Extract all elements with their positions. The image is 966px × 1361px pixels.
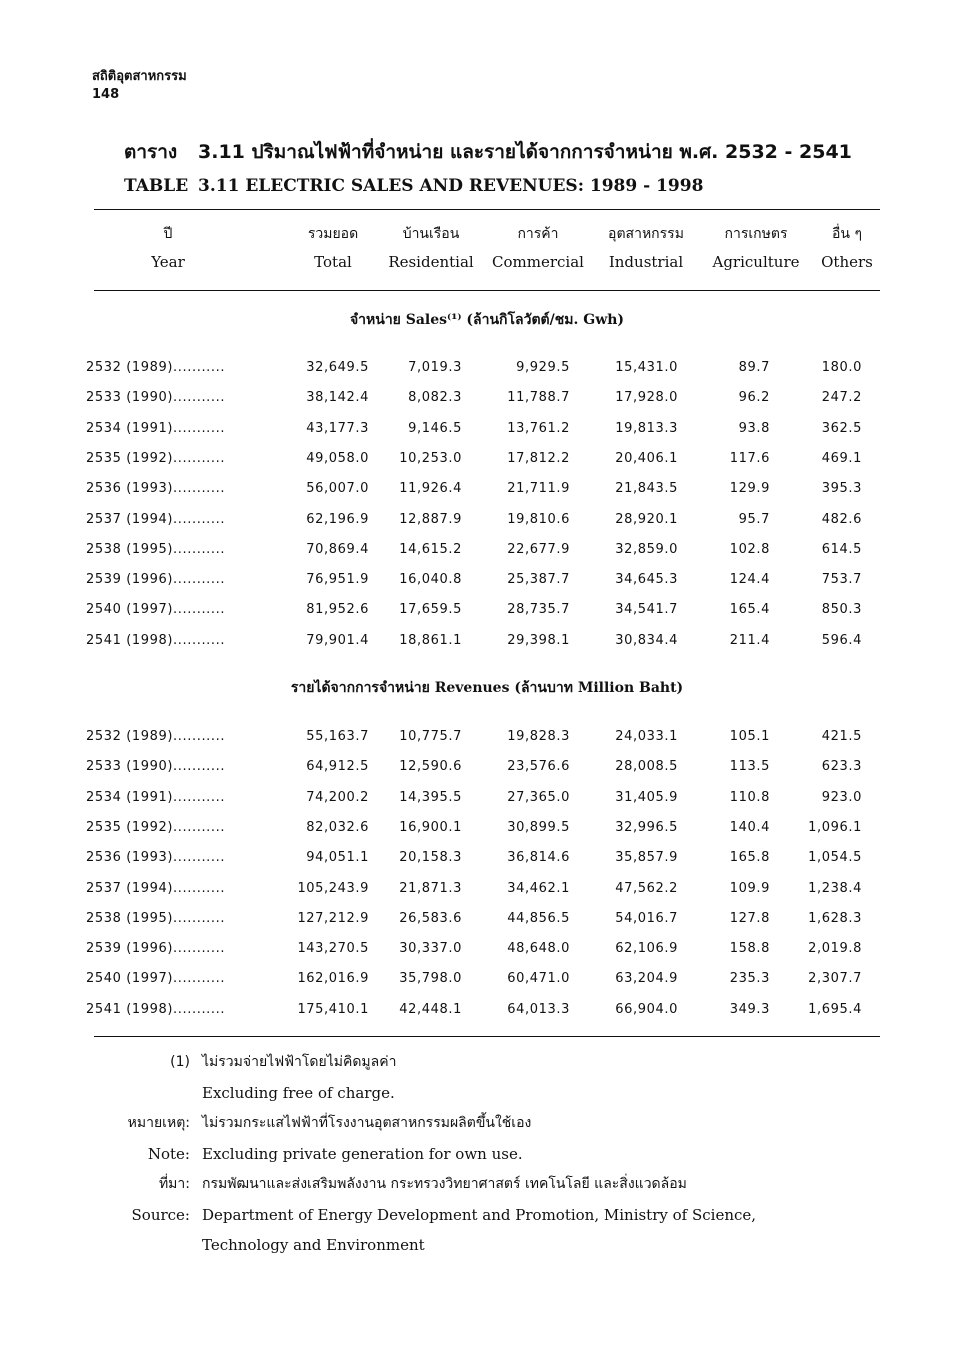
- cell-total: 32,649.5: [306, 360, 369, 375]
- cell-residential: 16,900.1: [399, 819, 462, 835]
- cell-others: 247.2: [821, 390, 862, 406]
- cell-total: 94,051.1: [306, 850, 369, 866]
- footnote-line: [0, 1140, 966, 1168]
- cell-residential: 11,926.4: [399, 481, 462, 497]
- cell-others: 1,096.1: [808, 819, 862, 835]
- cell-residential: 7,019.3: [408, 360, 462, 375]
- column-header-thai: การค้า: [517, 226, 559, 242]
- cell-residential: 18,861.1: [399, 632, 462, 648]
- table-row: [0, 908, 966, 930]
- column-header-thai: ปี: [163, 226, 173, 242]
- row-year: 2535 (1992)...........: [86, 450, 226, 466]
- cell-agriculture: 165.4: [729, 602, 770, 618]
- cell-agriculture: 129.9: [729, 481, 770, 497]
- cell-total: 70,869.4: [306, 541, 369, 557]
- title-english-text: 3.11 ELECTRIC SALES AND REVENUES: 1989 - 1998: [198, 176, 704, 196]
- column-header-english: Total: [314, 253, 352, 271]
- cell-others: 2,019.8: [808, 941, 862, 957]
- column-header-thai: อุตสาหกรรม: [608, 226, 684, 242]
- column-header-thai: อื่น ๆ: [832, 226, 862, 242]
- table-row: [0, 478, 966, 500]
- cell-total: 127,212.9: [297, 910, 369, 926]
- cell-industrial: 62,106.9: [615, 941, 678, 957]
- cell-commercial: 19,810.6: [507, 511, 570, 527]
- footnote-label: หมายเหตุ:: [127, 1115, 190, 1131]
- table-row: [0, 817, 966, 839]
- cell-commercial: 13,761.2: [507, 420, 570, 436]
- cell-agriculture: 102.8: [729, 541, 770, 557]
- cell-industrial: 34,541.7: [615, 602, 678, 618]
- cell-others: 482.6: [821, 511, 862, 527]
- table-title-english: [124, 172, 852, 200]
- table-row: [0, 387, 966, 409]
- cell-commercial: 48,648.0: [507, 941, 570, 957]
- row-year: 2540 (1997)...........: [86, 971, 226, 987]
- footnote-text: Technology and Environment: [202, 1236, 425, 1254]
- row-year: 2534 (1991)...........: [86, 789, 226, 805]
- cell-agriculture: 117.6: [729, 450, 770, 466]
- cell-commercial: 21,711.9: [507, 481, 570, 497]
- cell-commercial: 27,365.0: [507, 789, 570, 805]
- cell-industrial: 54,016.7: [615, 910, 678, 926]
- page-number: 148: [92, 87, 120, 102]
- table-row: [0, 569, 966, 591]
- cell-residential: 12,590.6: [399, 759, 462, 775]
- column-header-commercial: [486, 224, 590, 272]
- column-header-english: Others: [821, 253, 873, 271]
- cell-agriculture: 89.7: [738, 360, 770, 375]
- column-header-residential: [382, 224, 480, 272]
- cell-residential: 20,158.3: [399, 850, 462, 866]
- cell-others: 923.0: [821, 789, 862, 805]
- row-year: 2534 (1991)...........: [86, 420, 226, 436]
- cell-commercial: 34,462.1: [507, 880, 570, 896]
- table-row: [0, 357, 966, 379]
- cell-total: 56,007.0: [306, 481, 369, 497]
- footnote-line: [0, 1201, 966, 1229]
- footnote-label: Note:: [147, 1144, 190, 1163]
- cell-commercial: 25,387.7: [507, 572, 570, 588]
- column-header-year: [118, 224, 218, 272]
- row-year: 2538 (1995)...........: [86, 910, 226, 926]
- cell-total: 43,177.3: [306, 420, 369, 436]
- cell-residential: 14,395.5: [399, 789, 462, 805]
- table-row: [0, 878, 966, 900]
- table-title-thai: [124, 138, 852, 166]
- cell-others: 623.3: [821, 759, 862, 775]
- footnote-label: ที่มา:: [158, 1176, 190, 1192]
- row-year: 2541 (1998)...........: [86, 632, 226, 648]
- row-year: 2540 (1997)...........: [86, 602, 226, 618]
- cell-industrial: 47,562.2: [615, 880, 678, 896]
- column-header-others: [812, 224, 882, 272]
- table-row: [0, 787, 966, 809]
- title-thai-label: ตาราง: [124, 141, 178, 163]
- cell-commercial: 44,856.5: [507, 910, 570, 926]
- column-header-thai: บ้านเรือน: [402, 226, 460, 242]
- cell-total: 105,243.9: [297, 880, 369, 896]
- column-header-english: Agriculture: [712, 253, 800, 271]
- footnote-text: ไม่รวมจ่ายไฟฟ้าโดยไม่คิดมูลค่า: [202, 1054, 397, 1070]
- cell-agriculture: 93.8: [738, 420, 770, 436]
- footnote-label: Source:: [131, 1205, 190, 1224]
- cell-commercial: 17,812.2: [507, 450, 570, 466]
- cell-industrial: 24,033.1: [615, 729, 678, 744]
- cell-residential: 21,871.3: [399, 880, 462, 896]
- cell-total: 62,196.9: [306, 511, 369, 527]
- cell-commercial: 9,929.5: [516, 360, 570, 375]
- cell-commercial: 23,576.6: [507, 759, 570, 775]
- cell-others: 1,628.3: [808, 910, 862, 926]
- cell-residential: 16,040.8: [399, 572, 462, 588]
- table-row: [0, 539, 966, 561]
- table-row: [0, 847, 966, 869]
- table-row: [0, 999, 966, 1021]
- row-year: 2541 (1998)...........: [86, 1001, 226, 1017]
- cell-others: 362.5: [821, 420, 862, 436]
- row-year: 2532 (1989)...........: [86, 729, 226, 744]
- row-year: 2539 (1996)...........: [86, 572, 226, 588]
- footnote-line: [0, 1079, 966, 1107]
- cell-agriculture: 113.5: [729, 759, 770, 775]
- table-row: [0, 509, 966, 531]
- cell-total: 81,952.6: [306, 602, 369, 618]
- footnote-text: ไม่รวมกระแสไฟฟ้าที่โรงงานอุตสาหกรรมผลิตขึ้นใช้เอง: [202, 1115, 532, 1131]
- cell-industrial: 66,904.0: [615, 1001, 678, 1017]
- cell-others: 469.1: [821, 450, 862, 466]
- cell-industrial: 35,857.9: [615, 850, 678, 866]
- row-year: 2537 (1994)...........: [86, 511, 226, 527]
- table-bottom-rule: [94, 1036, 880, 1037]
- cell-industrial: 19,813.3: [615, 420, 678, 436]
- cell-commercial: 22,677.9: [507, 541, 570, 557]
- column-header-english: Residential: [388, 253, 474, 271]
- row-year: 2537 (1994)...........: [86, 880, 226, 896]
- cell-total: 55,163.7: [306, 729, 369, 744]
- column-header-thai: การเกษตร: [724, 226, 788, 242]
- cell-industrial: 30,834.4: [615, 632, 678, 648]
- table-row: [0, 599, 966, 621]
- cell-industrial: 32,859.0: [615, 541, 678, 557]
- table-row: [0, 938, 966, 960]
- cell-total: 74,200.2: [306, 789, 369, 805]
- cell-agriculture: 105.1: [729, 729, 770, 744]
- row-year: 2533 (1990)...........: [86, 759, 226, 775]
- column-header-english: Commercial: [492, 253, 584, 271]
- footnote-line: [0, 1048, 966, 1076]
- cell-others: 850.3: [821, 602, 862, 618]
- sales-section-heading: จำหน่าย Sales⁽¹⁾ (ล้านกิโลวัตต์/ชม. Gwh): [349, 312, 625, 328]
- cell-others: 1,695.4: [808, 1001, 862, 1017]
- cell-total: 64,912.5: [306, 759, 369, 775]
- cell-others: 180.0: [821, 360, 862, 375]
- cell-agriculture: 349.3: [729, 1001, 770, 1017]
- cell-total: 143,270.5: [297, 941, 369, 957]
- cell-total: 79,901.4: [306, 632, 369, 648]
- cell-others: 421.5: [821, 729, 862, 744]
- table-title-block: [124, 138, 852, 200]
- table-row: [0, 630, 966, 652]
- cell-industrial: 21,843.5: [615, 481, 678, 497]
- cell-others: 1,054.5: [808, 850, 862, 866]
- running-header: [92, 68, 187, 104]
- cell-residential: 8,082.3: [408, 390, 462, 406]
- column-header-agriculture: [704, 224, 808, 272]
- cell-commercial: 29,398.1: [507, 632, 570, 648]
- cell-total: 49,058.0: [306, 450, 369, 466]
- cell-agriculture: 165.8: [729, 850, 770, 866]
- cell-industrial: 28,008.5: [615, 759, 678, 775]
- cell-total: 175,410.1: [297, 1001, 369, 1017]
- cell-residential: 10,775.7: [399, 729, 462, 744]
- cell-others: 596.4: [821, 632, 862, 648]
- cell-industrial: 63,204.9: [615, 971, 678, 987]
- cell-agriculture: 124.4: [729, 572, 770, 588]
- table-row: [0, 726, 966, 748]
- cell-agriculture: 96.2: [738, 390, 770, 406]
- cell-commercial: 28,735.7: [507, 602, 570, 618]
- row-year: 2532 (1989)...........: [86, 360, 226, 375]
- cell-total: 76,951.9: [306, 572, 369, 588]
- publication-name: สถิติอุตสาหกรรม: [92, 69, 187, 84]
- cell-residential: 42,448.1: [399, 1001, 462, 1017]
- row-year: 2538 (1995)...........: [86, 541, 226, 557]
- row-year: 2539 (1996)...........: [86, 941, 226, 957]
- table-row: [0, 448, 966, 470]
- cell-residential: 30,337.0: [399, 941, 462, 957]
- table-row: [0, 418, 966, 440]
- cell-others: 395.3: [821, 481, 862, 497]
- cell-agriculture: 95.7: [738, 511, 770, 527]
- footnote-text: กรมพัฒนาและส่งเสริมพลังงาน กระทรวงวิทยาศาสตร์ เทคโนโลยี และสิ่งแวดล้อม: [202, 1176, 687, 1192]
- row-year: 2535 (1992)...........: [86, 819, 226, 835]
- cell-agriculture: 109.9: [729, 880, 770, 896]
- cell-total: 38,142.4: [306, 390, 369, 406]
- cell-others: 1,238.4: [808, 880, 862, 896]
- cell-industrial: 34,645.3: [615, 572, 678, 588]
- cell-industrial: 15,431.0: [615, 360, 678, 375]
- cell-agriculture: 211.4: [729, 632, 770, 648]
- column-header-english: Industrial: [608, 253, 684, 271]
- cell-agriculture: 235.3: [729, 971, 770, 987]
- footnote-line: [0, 1231, 966, 1259]
- cell-commercial: 19,828.3: [507, 729, 570, 744]
- header-bottom-rule: [94, 290, 880, 291]
- table-row: [0, 756, 966, 778]
- cell-industrial: 20,406.1: [615, 450, 678, 466]
- table-row: [0, 968, 966, 990]
- cell-residential: 35,798.0: [399, 971, 462, 987]
- cell-agriculture: 127.8: [729, 910, 770, 926]
- cell-total: 162,016.9: [297, 971, 369, 987]
- title-thai-text: 3.11 ปริมาณไฟฟ้าที่จำหน่าย และรายได้จากการจำหน่าย พ.ศ. 2532 - 2541: [198, 141, 852, 163]
- cell-residential: 9,146.5: [408, 420, 462, 436]
- column-header-total: [290, 224, 376, 272]
- cell-residential: 17,659.5: [399, 602, 462, 618]
- cell-commercial: 64,013.3: [507, 1001, 570, 1017]
- title-english-label: TABLE: [124, 176, 189, 196]
- cell-others: 2,307.7: [808, 971, 862, 987]
- cell-agriculture: 110.8: [729, 789, 770, 805]
- row-year: 2533 (1990)...........: [86, 390, 226, 406]
- cell-residential: 10,253.0: [399, 450, 462, 466]
- footnote-text: Excluding free of charge.: [202, 1083, 395, 1102]
- table-top-rule: [94, 209, 880, 210]
- footnote-text: Department of Energy Development and Promotion, Ministry of Science,: [202, 1205, 757, 1224]
- footnote-line: [0, 1109, 966, 1137]
- cell-agriculture: 140.4: [729, 819, 770, 835]
- cell-industrial: 17,928.0: [615, 390, 678, 406]
- cell-commercial: 60,471.0: [507, 971, 570, 987]
- cell-residential: 26,583.6: [399, 910, 462, 926]
- cell-residential: 14,615.2: [399, 541, 462, 557]
- cell-residential: 12,887.9: [399, 511, 462, 527]
- row-year: 2536 (1993)...........: [86, 481, 226, 497]
- column-header-english: Year: [151, 253, 185, 271]
- footnote-text: Excluding private generation for own use.: [202, 1144, 523, 1163]
- cell-commercial: 30,899.5: [507, 819, 570, 835]
- cell-commercial: 11,788.7: [507, 390, 570, 406]
- revenues-section-heading: รายได้จากการจำหน่าย Revenues (ล้านบาท Million Baht): [290, 680, 684, 696]
- column-header-thai: รวมยอด: [307, 226, 359, 242]
- cell-commercial: 36,814.6: [507, 850, 570, 866]
- row-year: 2536 (1993)...........: [86, 850, 226, 866]
- cell-total: 82,032.6: [306, 819, 369, 835]
- footnote-line: [0, 1170, 966, 1198]
- cell-others: 614.5: [821, 541, 862, 557]
- cell-industrial: 32,996.5: [615, 819, 678, 835]
- cell-industrial: 28,920.1: [615, 511, 678, 527]
- column-header-industrial: [596, 224, 696, 272]
- cell-agriculture: 158.8: [729, 941, 770, 957]
- cell-others: 753.7: [821, 572, 862, 588]
- footnote-label: (1): [170, 1054, 190, 1070]
- cell-industrial: 31,405.9: [615, 789, 678, 805]
